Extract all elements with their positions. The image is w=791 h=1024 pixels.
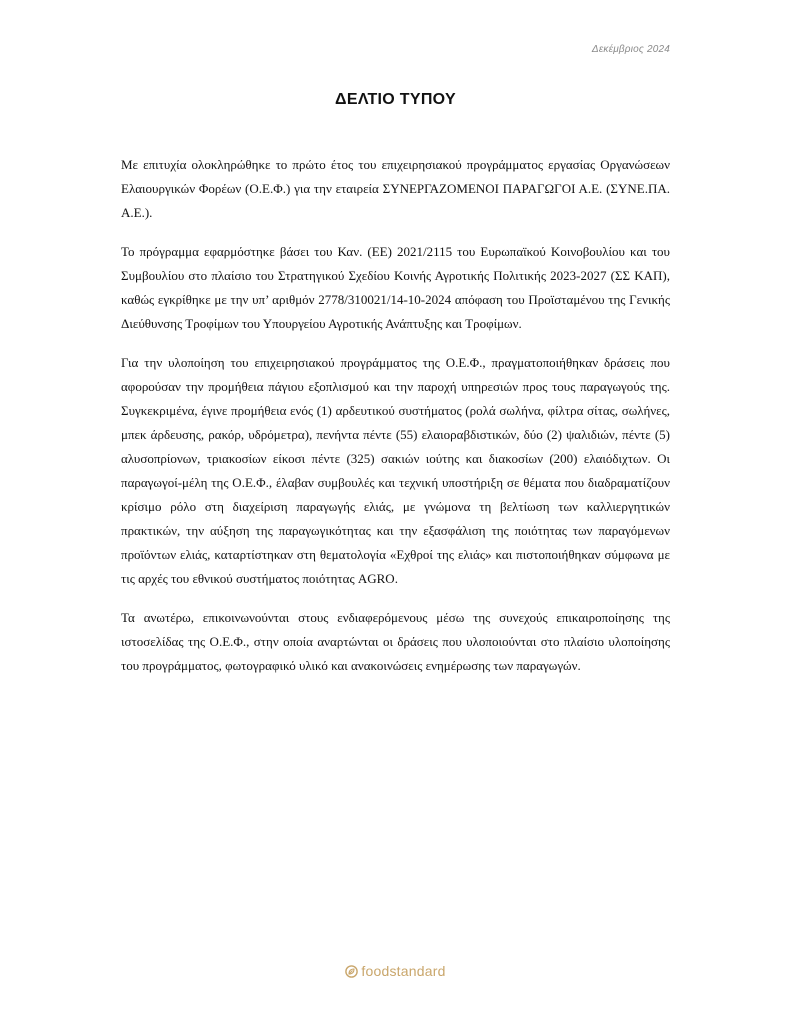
paragraph-1: Με επιτυχία ολοκληρώθηκε το πρώτο έτος του επιχειρησιακού προγράμματος εργασίας Οργανώσεων Ελαιουργικών Φορέων (Ο.Ε.Φ.) για την εταιρεία ΣΥΝΕΡΓΑΖΟΜΕΝΟΙ ΠΑΡΑΓΩΓΟΙ Α.Ε. (ΣΥΝΕ.ΠΑ. Α.Ε.).: [121, 157, 670, 220]
leaf-circle-icon: [345, 965, 358, 978]
document-title: ΔΕΛΤΙΟ ΤΥΠΟΥ: [335, 91, 456, 108]
logo-text: [361, 963, 445, 979]
paragraph-3: Για την υλοποίηση του επιχειρησιακού προγράμματος της Ο.Ε.Φ., πραγματοποιήθηκαν δράσεις που αφορούσαν την προμήθεια πάγιου εξοπλισμού και την παροχή υπηρεσιών προς τους παραγωγούς της. Συγκεκριμένα, έγινε προμήθεια ενός (1) αρδευτικού συστήματος (ρολά σωλήνα, φίλτρα σίτας, σωλήνες, μπεκ άρδευσης, ρακόρ, υδρόμετρα), πενήντα πέντε (55) ελαιοραβδιστικών, δύο (2) ψαλιδιών, πέντε (5) αλυσοπρίονων, τριακοσίων είκοσι πέντε (325) σακιών ιούτης και διακοσίων (200) ελαιόδιχτων. Οι παραγωγοί-μέλη της Ο.Ε.Φ., έλαβαν συμβουλές και τεχνική υποστήριξη σε θέματα που διαδραματίζουν κρίσιμο ρόλο στη διαχείριση παραγωγής ελιάς, με γνώμονα τη βελτίωση των καλλιεργητικών πρακτικών, την αύξηση της παραγωγικότητας και την εξασφάλιση της ποιότητας των παραγόμενων προϊόντων ελιάς, καταρτίστηκαν στη θεματολογία «Εχθροί της ελιάς» και πιστοποιήθηκαν σύμφωνα με τις αρχές του εθνικού συστήματος ποιότητας AGRO.: [121, 355, 670, 586]
logo-text-standard: standard: [389, 963, 446, 979]
document-date: Δεκέμβριος 2024: [591, 44, 670, 55]
logo-text-food: food: [361, 963, 390, 979]
paragraph-2: Το πρόγραμμα εφαρμόστηκε βάσει του Καν. (ΕΕ) 2021/2115 του Ευρωπαϊκού Κοινοβουλίου και του Συμβουλίου στο πλαίσιο του Στρατηγικού Σχεδίου Κοινής Αγροτικής Πολιτικής 2023-2027 (ΣΣ ΚΑΠ), καθώς εγκρίθηκε με την υπ’ αριθμόν 2778/310021/14-10-2024 απόφαση του Προϊσταμένου της Γενικής Διεύθυνσης Τροφίμων του Υπουργείου Αγροτικής Ανάπτυξης και Τροφίμων.: [121, 244, 670, 331]
footer-logo: [0, 963, 791, 979]
document-body: [121, 153, 670, 693]
paragraph-4: Τα ανωτέρω, επικοινωνούνται στους ενδιαφερόμενους μέσω της συνεχούς επικαιροποίησης της ιστοσελίδας της Ο.Ε.Φ., στην οποία αναρτώνται οι δράσεις που υλοποιούνται στο πλαίσιο υλοποίησης του προγράμματος, φωτογραφικό υλικό και ανακοινώσεις ενημέρωσης των παραγωγών.: [121, 610, 670, 673]
